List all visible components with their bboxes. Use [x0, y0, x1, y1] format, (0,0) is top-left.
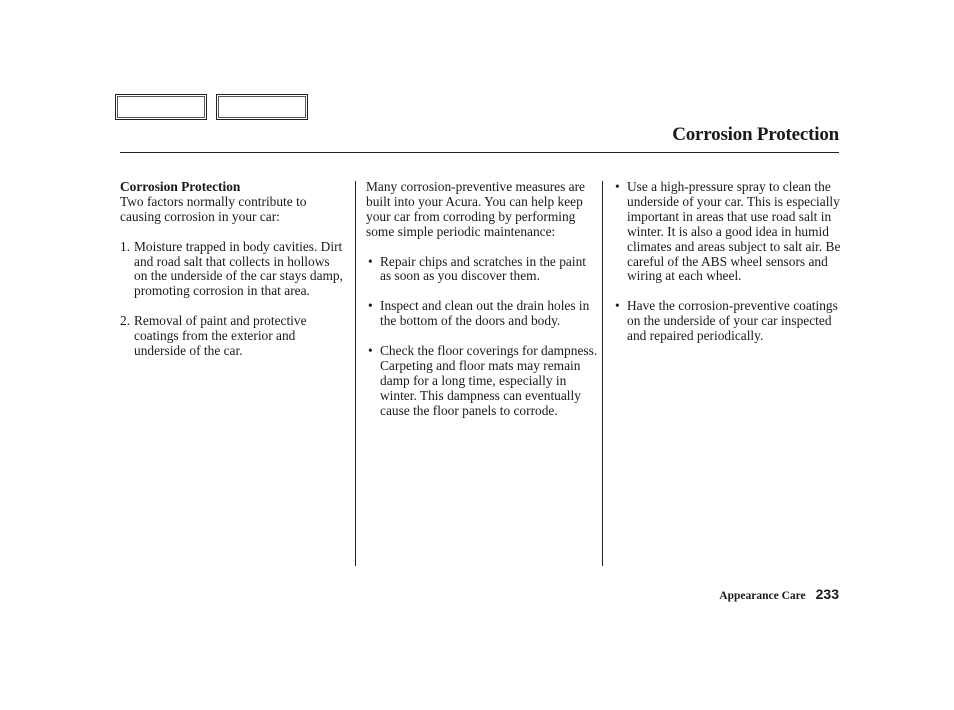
intro-text: Many corrosion-preventive measures are built into your Acura. You can help keep your car from corroding by performing some simple periodic maintenance:: [366, 179, 585, 239]
bullet-item: [615, 299, 841, 344]
next-page-button[interactable]: [216, 94, 308, 120]
intro-text: Two factors normally contribute to causing corrosion in your car:: [120, 193, 307, 224]
item-text: Moisture trapped in body cavities. Dirt and road salt that collects in hollows on the underside of the car stays damp, promoting corrosion in that area.: [134, 238, 343, 299]
bullet-icon: •: [368, 253, 373, 269]
bullet-item: [368, 299, 598, 329]
page-title: Corrosion Protection: [672, 124, 839, 145]
bullet-icon: •: [615, 179, 620, 194]
bullet-icon: •: [615, 298, 620, 314]
bullet-text: Repair chips and scratches in the paint as soon as you discover them.: [380, 253, 586, 284]
column-3: [613, 180, 841, 344]
bullet-text: Use a high-pressure spray to clean the underside of your car. This is especially important in areas that use road salt in winter. It is also a good idea in humid climates and areas subject to salt air. Be careful of the ABS wheel sensors and wiring at each wheel.: [627, 179, 841, 284]
bullet-icon: •: [368, 342, 373, 358]
bullet-item: [615, 180, 841, 284]
bullet-icon: •: [368, 298, 373, 314]
item-number: 1.: [120, 238, 131, 254]
item-number: 2.: [120, 313, 131, 329]
bullet-item: [368, 255, 598, 285]
column-2: [366, 180, 598, 418]
section-heading: Corrosion Protection: [120, 179, 241, 194]
column-divider-1: [355, 181, 356, 566]
bullet-text: Have the corrosion-preventive coatings on the underside of your car inspected and repaired periodically.: [627, 298, 838, 344]
column-divider-2: [602, 181, 603, 566]
title-rule: [120, 152, 839, 153]
item-text: Removal of paint and protective coatings from the exterior and underside of the car.: [134, 313, 307, 358]
page-footer: [719, 586, 839, 602]
numbered-item-2: [120, 314, 345, 359]
numbered-item-1: [120, 240, 345, 300]
column-1: [120, 180, 345, 359]
page-number: 233: [815, 586, 839, 602]
bullet-item: [368, 344, 598, 419]
bullet-text: Check the floor coverings for dampness. Carpeting and floor mats may remain damp for a long time, especially in winter. This dampness can eventually cause the floor panels to corrode.: [380, 342, 598, 418]
bullet-text: Inspect and clean out the drain holes in the bottom of the doors and body.: [380, 298, 590, 329]
footer-section-name: Appearance Care: [719, 590, 806, 602]
previous-page-button[interactable]: [115, 94, 207, 120]
